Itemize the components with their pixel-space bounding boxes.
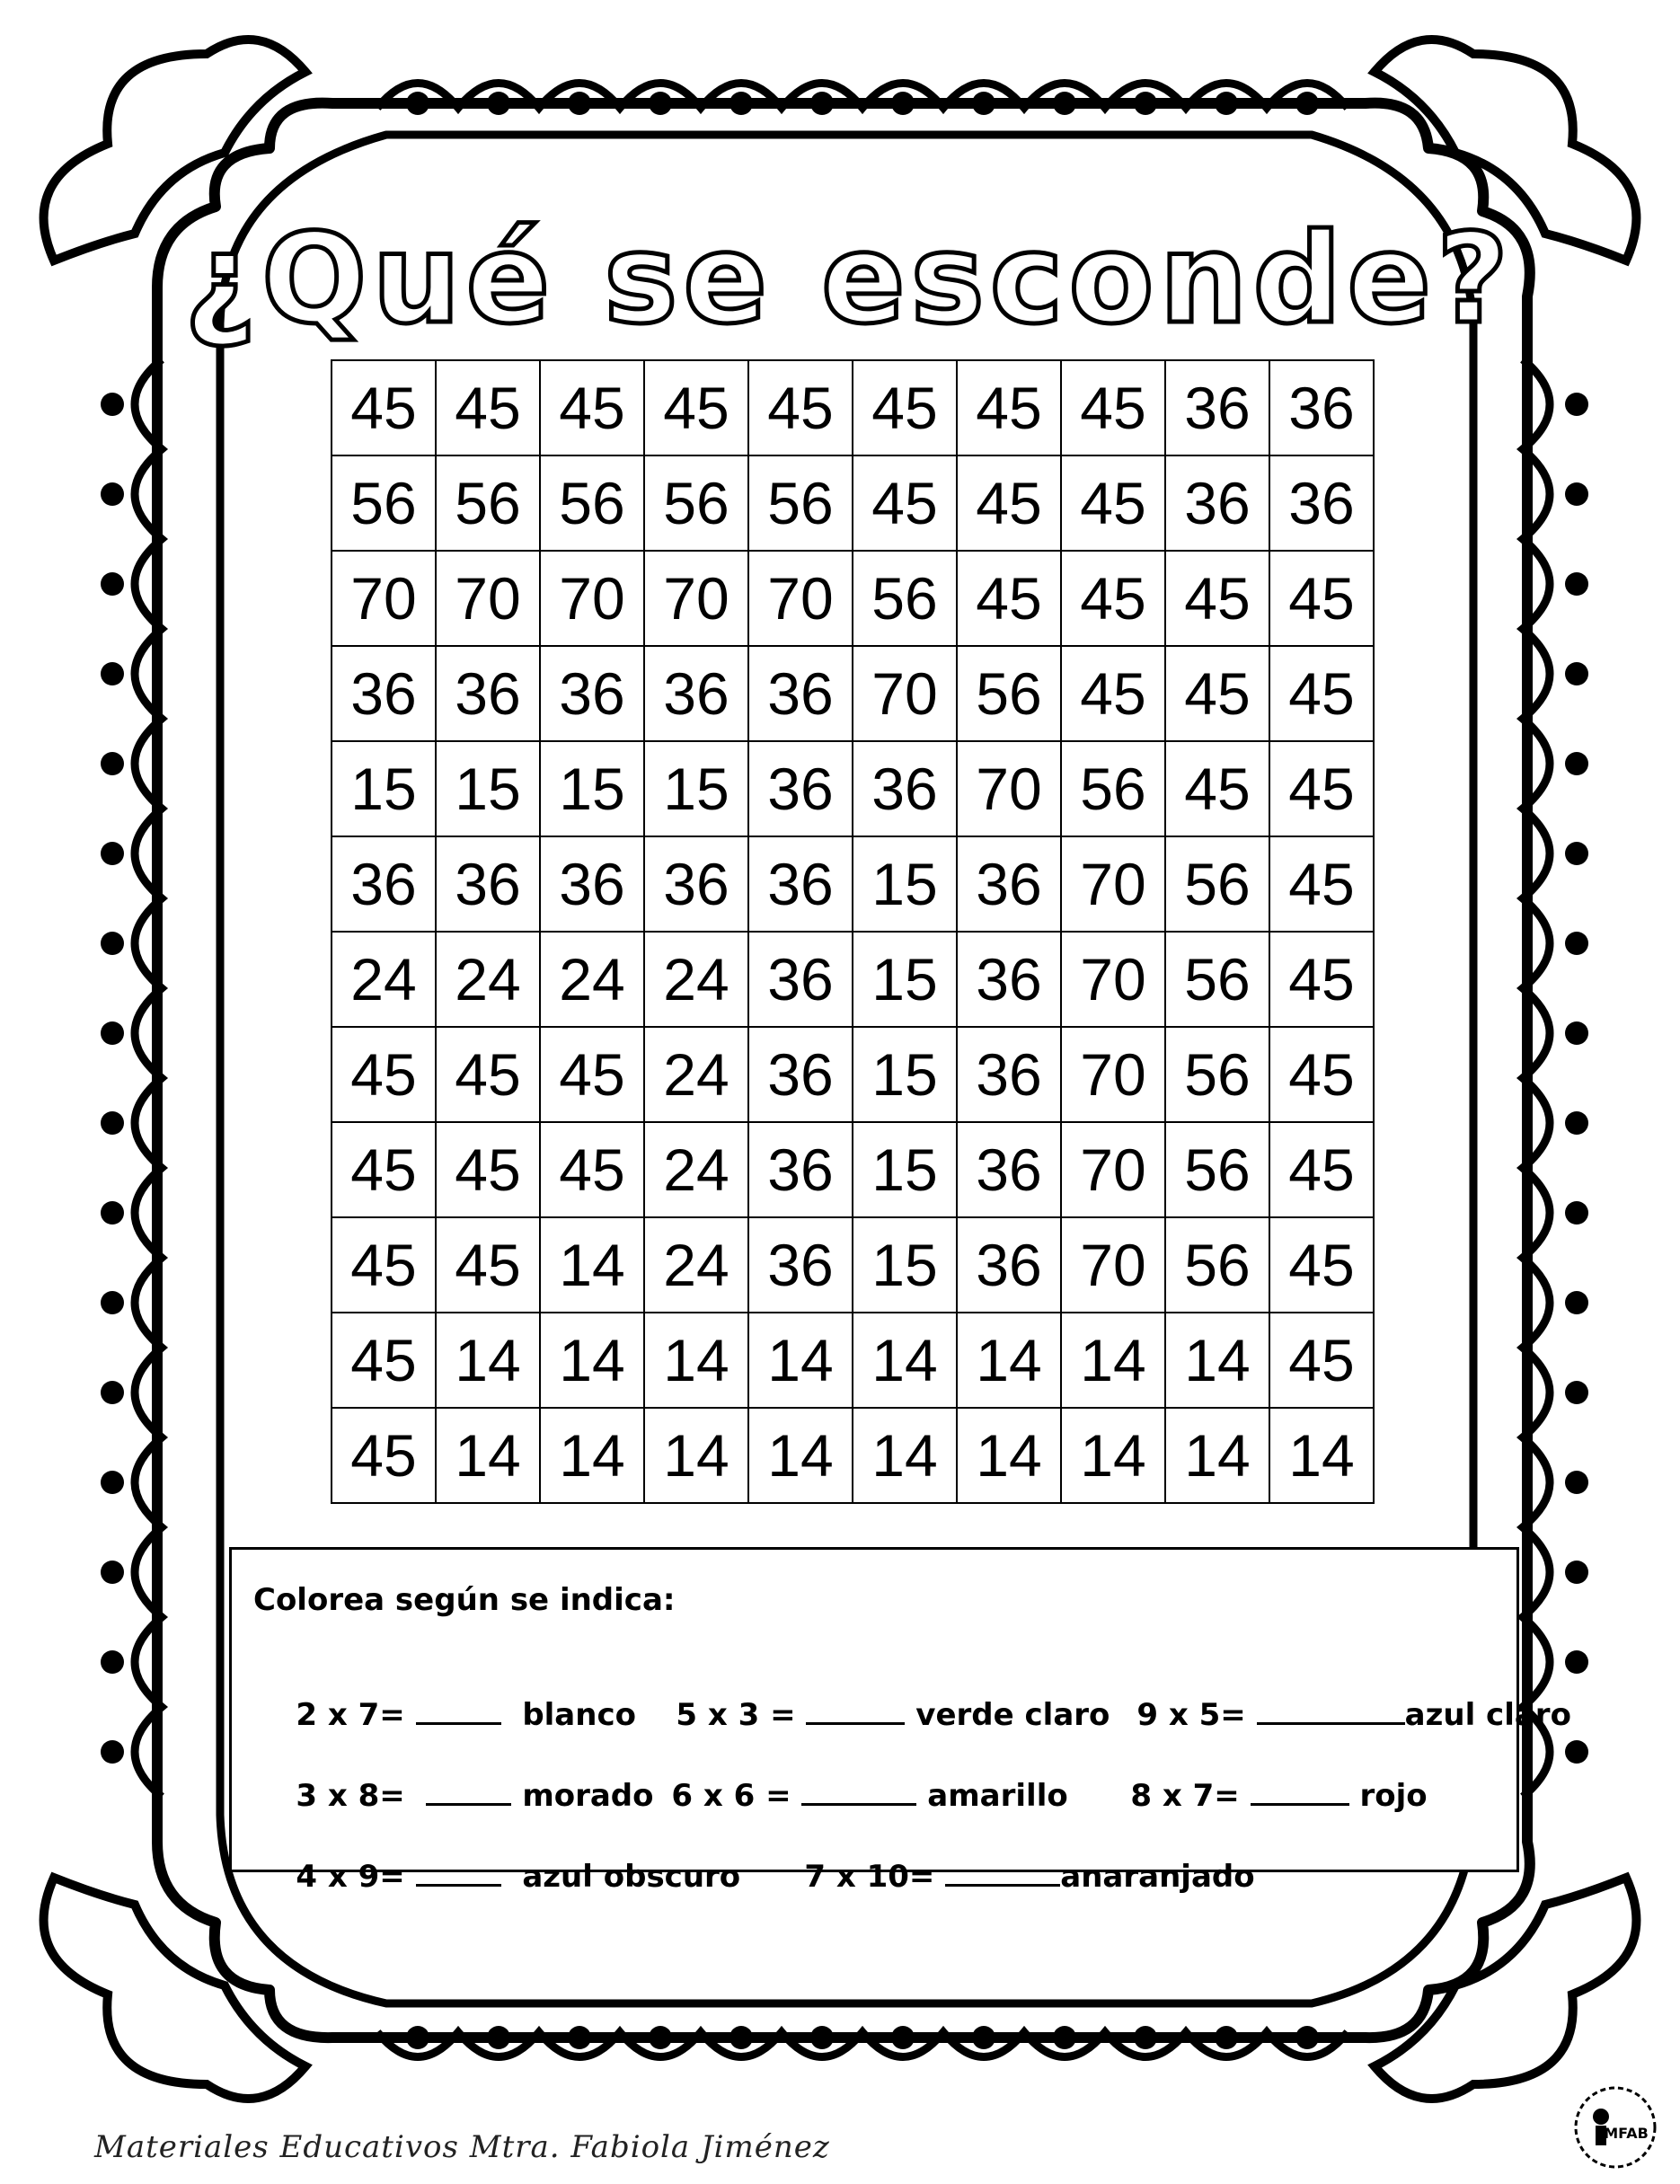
grid-row xyxy=(332,455,1374,551)
grid-cell[interactable]: 14 xyxy=(1165,1313,1269,1408)
grid-cell[interactable]: 56 xyxy=(1165,836,1269,932)
instructions-box xyxy=(229,1547,1571,1895)
grid-cell[interactable]: 36 xyxy=(748,1217,853,1313)
instruction-item: 9 x 5= azul claro xyxy=(1136,1697,1571,1733)
footer-credit: Materiales Educativos Mtra. Fabiola Jiménez xyxy=(94,2129,830,2165)
grid-cell[interactable]: 14 xyxy=(644,1408,748,1503)
grid-cell[interactable]: 36 xyxy=(957,1027,1061,1122)
grid-cell[interactable]: 45 xyxy=(957,455,1061,551)
grid-cell[interactable]: 36 xyxy=(644,836,748,932)
grid-cell[interactable]: 70 xyxy=(1061,836,1165,932)
grid-cell[interactable]: 56 xyxy=(957,646,1061,741)
grid-cell[interactable]: 15 xyxy=(436,741,540,836)
grid-cell[interactable]: 45 xyxy=(1269,836,1374,932)
grid-cell[interactable]: 45 xyxy=(1061,551,1165,646)
grid-cell[interactable]: 45 xyxy=(436,1027,540,1122)
grid-cell[interactable]: 24 xyxy=(540,932,644,1027)
grid-row xyxy=(332,551,1374,646)
grid-cell[interactable]: 14 xyxy=(957,1408,1061,1503)
grid-cell[interactable]: 56 xyxy=(1165,1027,1269,1122)
grid-cell[interactable]: 56 xyxy=(1165,932,1269,1027)
answer-blank[interactable] xyxy=(1251,1776,1349,1806)
instruction-item: 2 x 7= blanco xyxy=(296,1697,636,1733)
grid-cell[interactable]: 14 xyxy=(1061,1313,1165,1408)
grid-cell[interactable]: 24 xyxy=(644,1122,748,1217)
grid-cell[interactable]: 56 xyxy=(1165,1217,1269,1313)
grid-cell[interactable]: 14 xyxy=(540,1313,644,1408)
grid-cell[interactable]: 36 xyxy=(748,1027,853,1122)
grid-cell[interactable]: 36 xyxy=(748,1122,853,1217)
grid-cell[interactable]: 14 xyxy=(957,1313,1061,1408)
grid-cell[interactable]: 36 xyxy=(1269,455,1374,551)
grid-cell[interactable]: 45 xyxy=(1165,551,1269,646)
grid-cell[interactable]: 45 xyxy=(1269,1122,1374,1217)
grid-cell[interactable]: 24 xyxy=(436,932,540,1027)
grid-cell[interactable]: 45 xyxy=(1061,646,1165,741)
grid-cell[interactable]: 45 xyxy=(540,360,644,455)
grid-cell[interactable]: 24 xyxy=(644,1217,748,1313)
grid-cell[interactable]: 45 xyxy=(332,1122,436,1217)
answer-blank[interactable] xyxy=(1257,1695,1405,1725)
grid-cell[interactable]: 14 xyxy=(436,1408,540,1503)
grid-cell[interactable]: 24 xyxy=(644,1027,748,1122)
grid-cell[interactable]: 36 xyxy=(436,836,540,932)
grid-cell[interactable]: 36 xyxy=(957,1122,1061,1217)
grid-cell[interactable]: 45 xyxy=(1165,741,1269,836)
grid-cell[interactable]: 15 xyxy=(644,741,748,836)
grid-cell[interactable]: 45 xyxy=(436,1217,540,1313)
grid-cell[interactable]: 70 xyxy=(1061,932,1165,1027)
grid-cell[interactable]: 56 xyxy=(644,455,748,551)
grid-cell[interactable]: 14 xyxy=(748,1408,853,1503)
grid-cell[interactable]: 56 xyxy=(853,551,957,646)
grid-cell[interactable]: 36 xyxy=(332,836,436,932)
grid-cell[interactable]: 36 xyxy=(1269,360,1374,455)
grid-cell[interactable]: 15 xyxy=(853,1027,957,1122)
grid-cell[interactable]: 36 xyxy=(957,932,1061,1027)
grid-cell[interactable]: 24 xyxy=(644,932,748,1027)
instruction-item: 8 x 7= rojo xyxy=(1130,1778,1428,1814)
grid-row xyxy=(332,360,1374,455)
grid-cell[interactable]: 45 xyxy=(748,360,853,455)
grid-cell[interactable]: 70 xyxy=(540,551,644,646)
grid-cell[interactable]: 15 xyxy=(853,932,957,1027)
answer-blank[interactable] xyxy=(806,1695,905,1725)
grid-cell[interactable]: 36 xyxy=(957,1217,1061,1313)
grid-cell[interactable]: 36 xyxy=(1165,360,1269,455)
grid-row xyxy=(332,1122,1374,1217)
grid-cell[interactable]: 45 xyxy=(1061,360,1165,455)
grid-cell[interactable]: 14 xyxy=(436,1313,540,1408)
grid-cell[interactable]: 45 xyxy=(1269,741,1374,836)
grid-cell[interactable]: 56 xyxy=(748,455,853,551)
grid-cell[interactable]: 45 xyxy=(436,1122,540,1217)
grid-row xyxy=(332,1027,1374,1122)
grid-cell[interactable]: 70 xyxy=(957,741,1061,836)
grid-cell[interactable]: 36 xyxy=(748,836,853,932)
grid-cell[interactable]: 36 xyxy=(540,836,644,932)
grid-cell[interactable]: 14 xyxy=(540,1408,644,1503)
grid-cell[interactable]: 36 xyxy=(644,646,748,741)
grid-cell[interactable]: 45 xyxy=(957,551,1061,646)
grid-cell[interactable]: 14 xyxy=(1061,1408,1165,1503)
grid-row xyxy=(332,741,1374,836)
grid-row xyxy=(332,932,1374,1027)
grid-cell[interactable]: 70 xyxy=(1061,1122,1165,1217)
grid-cell[interactable]: 70 xyxy=(748,551,853,646)
grid-cell[interactable]: 36 xyxy=(332,646,436,741)
grid-row xyxy=(332,1408,1374,1503)
instruction-item: 3 x 8= morado xyxy=(296,1778,654,1814)
answer-blank[interactable] xyxy=(801,1776,916,1806)
answer-blank[interactable] xyxy=(945,1857,1060,1887)
page-title xyxy=(183,205,1515,358)
grid-cell[interactable]: 56 xyxy=(436,455,540,551)
grid-cell[interactable]: 45 xyxy=(540,1122,644,1217)
grid-cell[interactable]: 56 xyxy=(540,455,644,551)
grid-cell[interactable]: 36 xyxy=(436,646,540,741)
svg-text:MFAB: MFAB xyxy=(1604,2125,1649,2142)
grid-cell[interactable]: 45 xyxy=(332,1217,436,1313)
grid-cell[interactable]: 14 xyxy=(853,1313,957,1408)
grid-cell[interactable]: 45 xyxy=(436,360,540,455)
grid-cell[interactable]: 56 xyxy=(1061,741,1165,836)
grid-cell[interactable]: 45 xyxy=(957,360,1061,455)
grid-cell[interactable]: 45 xyxy=(644,360,748,455)
grid-row xyxy=(332,646,1374,741)
grid-cell[interactable]: 24 xyxy=(332,932,436,1027)
grid-row xyxy=(332,836,1374,932)
grid-cell[interactable]: 36 xyxy=(748,646,853,741)
svg-text:¿Qué se esconde?: ¿Qué se esconde? xyxy=(183,207,1515,351)
grid-cell[interactable]: 70 xyxy=(853,646,957,741)
grid-cell[interactable]: 15 xyxy=(332,741,436,836)
number-grid xyxy=(331,359,1375,1504)
grid-row xyxy=(332,1217,1374,1313)
grid-cell[interactable]: 14 xyxy=(1269,1408,1374,1503)
grid-cell[interactable]: 14 xyxy=(644,1313,748,1408)
grid-cell[interactable]: 45 xyxy=(332,1027,436,1122)
grid-cell[interactable]: 45 xyxy=(1061,455,1165,551)
grid-cell[interactable]: 70 xyxy=(1061,1217,1165,1313)
grid-cell[interactable]: 15 xyxy=(853,1122,957,1217)
instruction-item: 6 x 6 = amarillo xyxy=(671,1778,1068,1814)
grid-cell[interactable]: 36 xyxy=(540,646,644,741)
grid-cell[interactable]: 45 xyxy=(540,1027,644,1122)
grid-cell[interactable]: 56 xyxy=(1165,1122,1269,1217)
instruction-item: 7 x 10= anaranjado xyxy=(804,1859,1255,1895)
instruction-item: 4 x 9= azul obscuro xyxy=(296,1859,741,1895)
grid-cell[interactable]: 45 xyxy=(332,360,436,455)
grid-cell[interactable]: 15 xyxy=(853,1217,957,1313)
grid-cell[interactable]: 36 xyxy=(1165,455,1269,551)
grid-cell[interactable]: 45 xyxy=(1269,1027,1374,1122)
grid-cell[interactable]: 45 xyxy=(1269,932,1374,1027)
grid-cell[interactable]: 15 xyxy=(540,741,644,836)
grid-cell[interactable]: 45 xyxy=(1165,646,1269,741)
grid-cell[interactable]: 70 xyxy=(1061,1027,1165,1122)
grid-cell[interactable]: 45 xyxy=(332,1313,436,1408)
answer-blank[interactable] xyxy=(426,1776,511,1806)
grid-cell[interactable]: 36 xyxy=(748,741,853,836)
grid-cell[interactable]: 14 xyxy=(540,1217,644,1313)
grid-cell[interactable]: 45 xyxy=(1269,551,1374,646)
grid-cell[interactable]: 56 xyxy=(332,455,436,551)
grid-cell[interactable]: 45 xyxy=(1269,646,1374,741)
grid-cell[interactable]: 36 xyxy=(853,741,957,836)
instruction-item: 5 x 3 = verde claro xyxy=(676,1697,1110,1733)
grid-cell[interactable]: 36 xyxy=(957,836,1061,932)
grid-cell[interactable]: 36 xyxy=(748,932,853,1027)
grid-cell[interactable]: 14 xyxy=(853,1408,957,1503)
instructions-heading: Colorea según se indica: xyxy=(253,1582,676,1618)
answer-blank[interactable] xyxy=(416,1695,501,1725)
grid-cell[interactable]: 70 xyxy=(436,551,540,646)
grid-cell[interactable]: 70 xyxy=(644,551,748,646)
answer-blank[interactable] xyxy=(416,1857,501,1887)
grid-cell[interactable]: 14 xyxy=(1165,1408,1269,1503)
grid-cell[interactable]: 45 xyxy=(1269,1313,1374,1408)
grid-cell[interactable]: 15 xyxy=(853,836,957,932)
grid-cell[interactable]: 45 xyxy=(1269,1217,1374,1313)
grid-cell[interactable]: 14 xyxy=(748,1313,853,1408)
grid-cell[interactable]: 45 xyxy=(332,1408,436,1503)
grid-cell[interactable]: 45 xyxy=(853,455,957,551)
grid-row xyxy=(332,1313,1374,1408)
grid-cell[interactable]: 70 xyxy=(332,551,436,646)
grid-cell[interactable]: 45 xyxy=(853,360,957,455)
logo xyxy=(1570,2082,1660,2172)
